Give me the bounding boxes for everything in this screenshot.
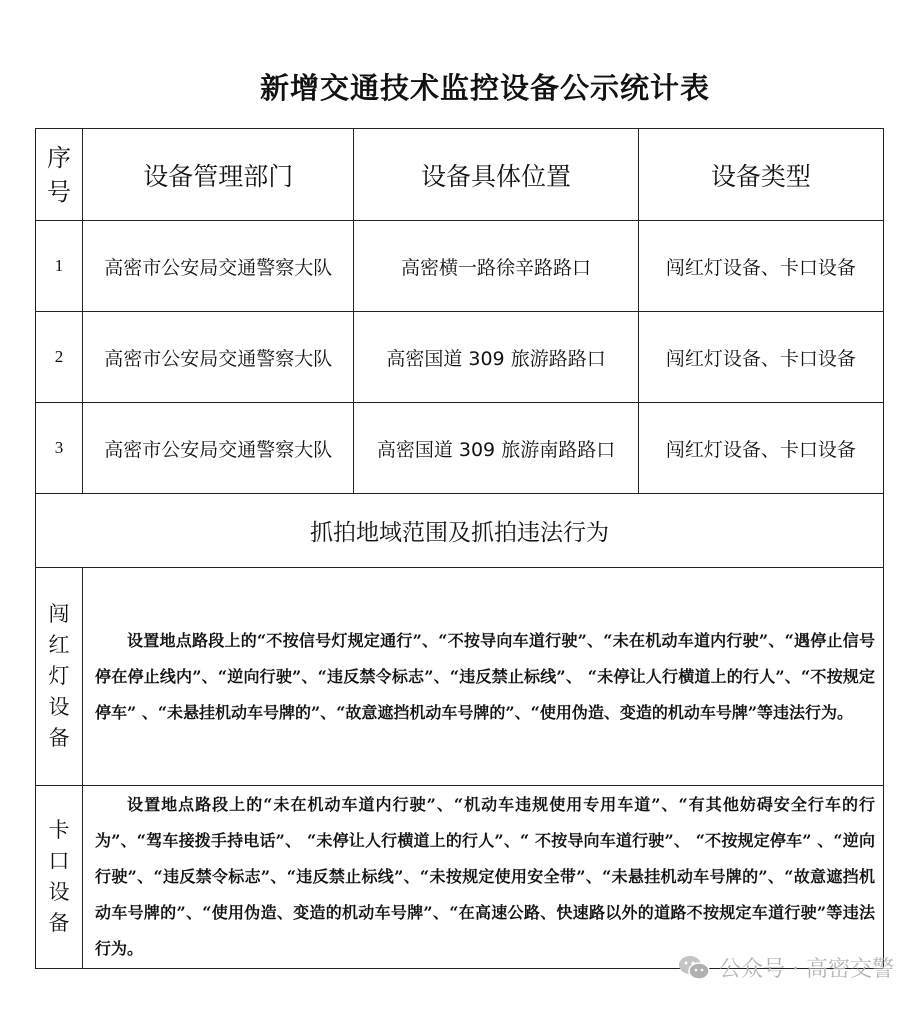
header-type: 设备类型 xyxy=(638,129,883,221)
checkpoint-label xyxy=(36,786,83,969)
checkpoint-text: 设置地点路段上的“未在机动车道内行驶”、“机动车违规使用专用车道”、“有其他妨碍安全行车的行为”、“驾车接拨手持电话”、 “未停让人行横道上的行人”、“ 不按导向车道行驶”、 “不按规定停车” 、“逆向行驶”、“违反禁令标志”、“违反禁止标线”、“未按规定使用安全带”、“未悬挂机动车号牌的”、“故意遮挡机动车号牌的”、“使用伪造、变造的机动车号牌”、“在高速公路、快速路以外的道路不按规定车道行驶”等违法行为。 xyxy=(95,795,875,958)
red-light-label-char: 备 xyxy=(48,726,70,750)
row-type: 闯红灯设备、卡口设备 xyxy=(638,403,883,494)
section-row xyxy=(36,494,884,568)
table-row xyxy=(36,221,884,312)
row-number: 1 xyxy=(36,221,83,312)
checkpoint-description xyxy=(83,786,884,969)
header-seq-top: 序 xyxy=(47,143,72,172)
red-light-text: 设置地点路段上的“不按信号灯规定通行”、“不按导向车道行驶”、“未在机动车道内行驶”、“遇停止信号停在停止线内”、“逆向行驶”、“违反禁令标志”、“违反禁止标线”、 “未停让人行横道上的行人”、“不按规定停车” 、“未悬挂机动车号牌的”、“故意遮挡机动车号牌的”、“使用伪造、变造的机动车号牌”等违法行为。 xyxy=(95,630,875,722)
checkpoint-label-char: 设 xyxy=(48,880,70,904)
red-light-label-char: 灯 xyxy=(48,664,70,688)
table-row xyxy=(36,312,884,403)
section-title: 抓拍地域范围及抓拍违法行为 xyxy=(36,494,884,568)
red-light-label xyxy=(36,568,83,786)
checkpoint-label-char: 备 xyxy=(48,911,70,935)
red-light-row xyxy=(36,568,884,786)
statistics-table xyxy=(35,128,884,969)
checkpoint-label-char: 口 xyxy=(48,849,70,873)
wechat-icon xyxy=(677,954,711,982)
row-type: 闯红灯设备、卡口设备 xyxy=(638,312,883,403)
row-dept: 高密市公安局交通警察大队 xyxy=(83,312,354,403)
header-dept: 设备管理部门 xyxy=(83,129,354,221)
table-header-row xyxy=(36,129,884,221)
watermark xyxy=(677,952,894,983)
checkpoint-label-char: 卡 xyxy=(48,818,70,842)
checkpoint-row xyxy=(36,786,884,969)
row-dept: 高密市公安局交通警察大队 xyxy=(83,403,354,494)
red-light-label-char: 闯 xyxy=(48,602,70,626)
header-seq-bottom: 号 xyxy=(47,177,72,206)
page-title: 新增交通技术监控设备公示统计表 xyxy=(259,71,710,105)
red-light-description xyxy=(83,568,884,786)
watermark-text: 公众号 · 高密交警 xyxy=(719,957,894,982)
table-row xyxy=(36,403,884,494)
row-location: 高密国道 309 旅游南路路口 xyxy=(354,403,638,494)
row-number: 3 xyxy=(36,403,83,494)
header-seq xyxy=(36,129,83,221)
row-type: 闯红灯设备、卡口设备 xyxy=(638,221,883,312)
row-number: 2 xyxy=(36,312,83,403)
red-light-label-char: 红 xyxy=(48,633,70,657)
row-dept: 高密市公安局交通警察大队 xyxy=(83,221,354,312)
row-location: 高密国道 309 旅游路路口 xyxy=(354,312,638,403)
header-location: 设备具体位置 xyxy=(354,129,638,221)
row-location: 高密横一路徐辛路路口 xyxy=(354,221,638,312)
red-light-label-char: 设 xyxy=(48,695,70,719)
